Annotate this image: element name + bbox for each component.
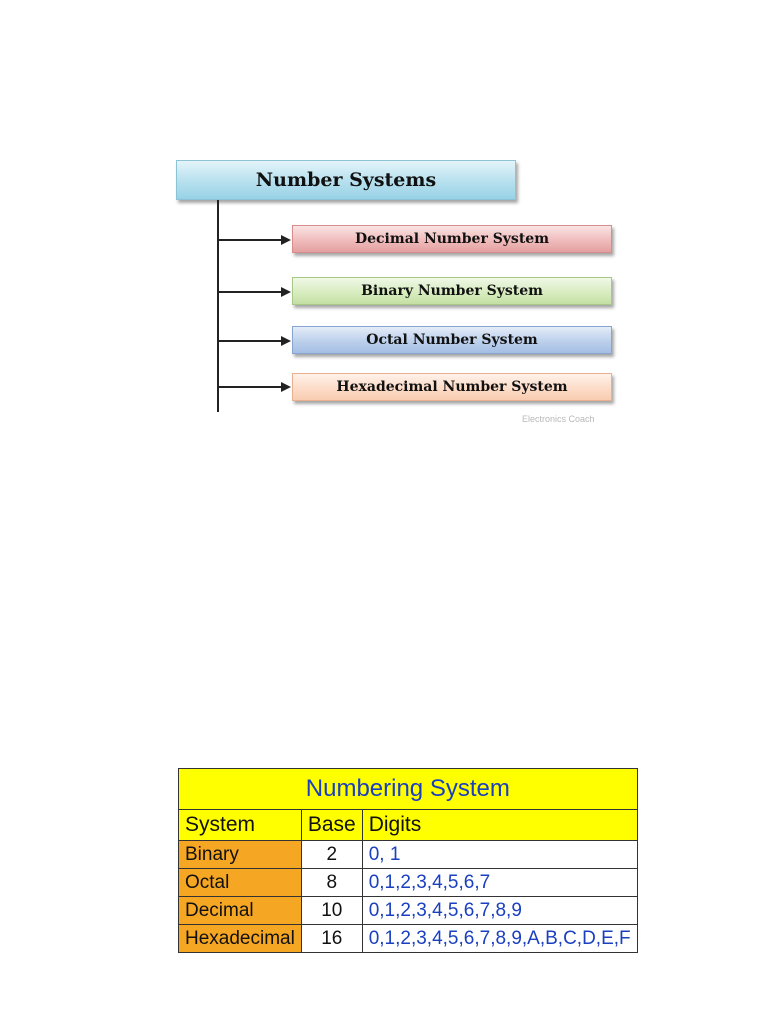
table-title-row <box>179 769 638 810</box>
table-title: Numbering System <box>179 769 638 810</box>
cell-base: 16 <box>301 925 362 953</box>
branch-arrow-line-binary <box>219 291 281 293</box>
octal-number-system-box <box>292 326 612 354</box>
child-label-octal: Octal Number System <box>366 332 538 348</box>
table-row <box>179 841 638 869</box>
cell-digits: 0, 1 <box>362 841 637 869</box>
header-digits: Digits <box>362 810 637 841</box>
cell-base: 10 <box>301 897 362 925</box>
child-label-hexadecimal: Hexadecimal Number System <box>336 379 568 395</box>
child-label-binary: Binary Number System <box>361 283 543 299</box>
header-base: Base <box>301 810 362 841</box>
numbering-system-table <box>178 768 638 953</box>
branch-arrow-line-hexadecimal <box>219 386 281 388</box>
arrowhead-hexadecimal <box>281 382 291 392</box>
table-row <box>179 925 638 953</box>
cell-digits: 0,1,2,3,4,5,6,7,8,9 <box>362 897 637 925</box>
branch-arrow-line-octal <box>219 340 281 342</box>
arrowhead-decimal <box>281 235 291 245</box>
binary-number-system-box <box>292 277 612 305</box>
table-header-row <box>179 810 638 841</box>
cell-system: Octal <box>179 869 302 897</box>
cell-digits: 0,1,2,3,4,5,6,7,8,9,A,B,C,D,E,F <box>362 925 637 953</box>
cell-system: Decimal <box>179 897 302 925</box>
watermark-text: Electronics Coach <box>522 414 595 424</box>
table-row <box>179 897 638 925</box>
header-system: System <box>179 810 302 841</box>
cell-digits: 0,1,2,3,4,5,6,7 <box>362 869 637 897</box>
tree-trunk-line <box>217 200 219 412</box>
cell-base: 8 <box>301 869 362 897</box>
child-label-decimal: Decimal Number System <box>354 231 550 247</box>
decimal-number-system-box <box>292 225 612 253</box>
number-systems-root-box <box>176 160 516 200</box>
root-label: Number Systems <box>255 169 437 191</box>
cell-system: Binary <box>179 841 302 869</box>
cell-base: 2 <box>301 841 362 869</box>
branch-arrow-line-decimal <box>219 239 281 241</box>
table-row <box>179 869 638 897</box>
cell-system: Hexadecimal <box>179 925 302 953</box>
arrowhead-octal <box>281 336 291 346</box>
hexadecimal-number-system-box <box>292 373 612 401</box>
arrowhead-binary <box>281 287 291 297</box>
